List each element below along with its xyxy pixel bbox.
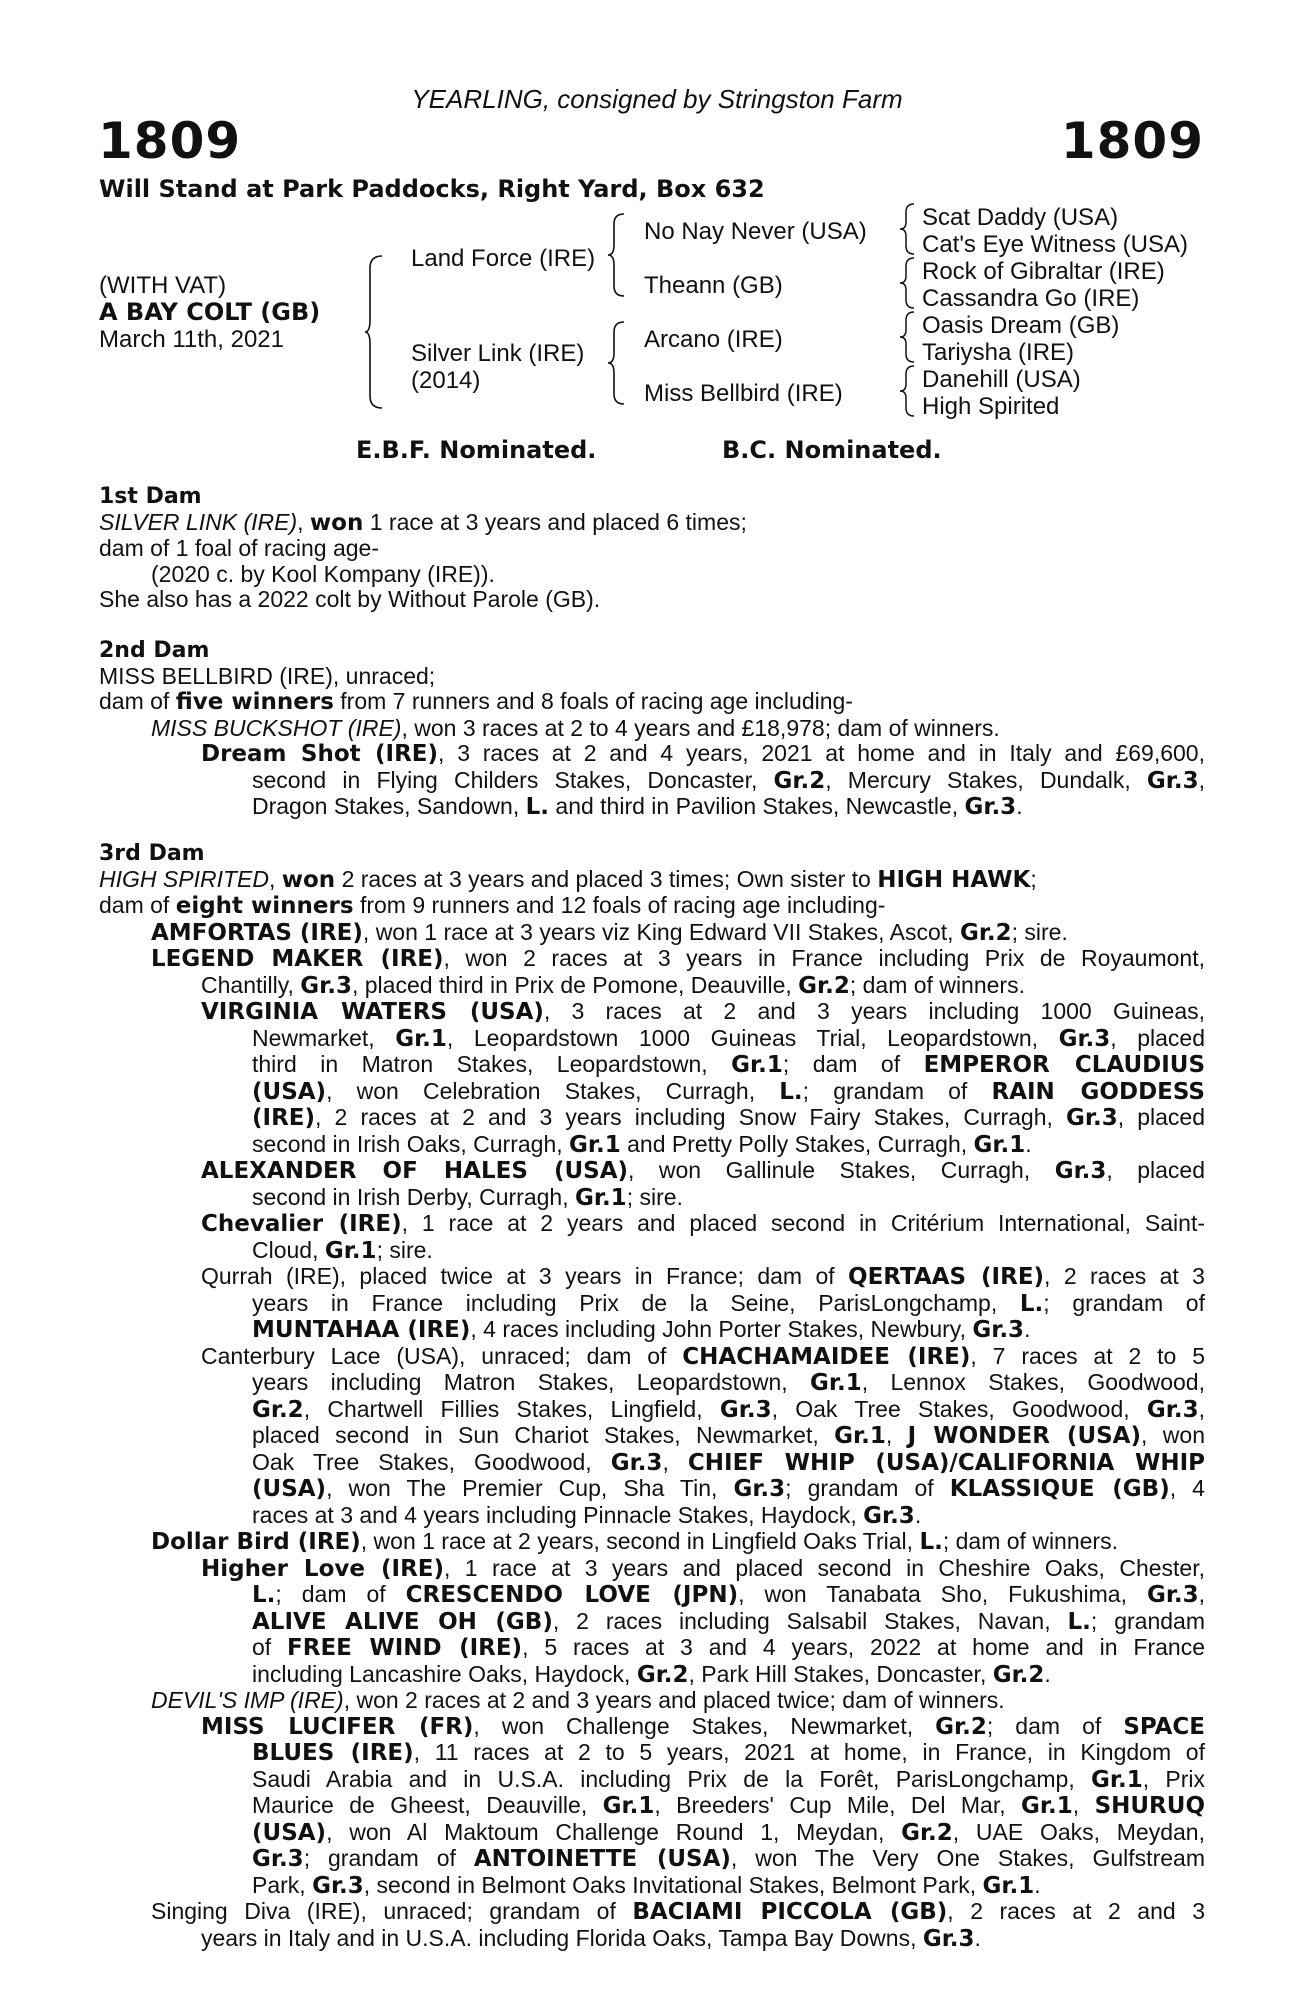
- text-line: second in Irish Derby, Curragh, Gr.1; sire.: [252, 1183, 683, 1211]
- bold-text: Dream Shot (IRE): [201, 741, 439, 767]
- bold-text: Gr.3: [1066, 1105, 1118, 1131]
- pedigree-brace-g2: [898, 256, 918, 310]
- text-line: BLUES (IRE), 11 races at 2 to 5 years, 2021 at home, in France, in Kingdom of: [252, 1739, 1205, 1766]
- bold-text: LEGEND MAKER (IRE): [151, 946, 444, 972]
- bold-text: Gr.3: [312, 1872, 364, 1899]
- text-line: years including Matron Stakes, Leopardstown, Gr.1, Lennox Stakes, Goodwood,: [252, 1369, 1205, 1396]
- bold-text: MISS LUCIFER (FR): [201, 1713, 474, 1740]
- text-line: second in Flying Childers Stakes, Doncaster, Gr.2, Mercury Stakes, Dundalk, Gr.3,: [252, 766, 1205, 794]
- text-line: MISS BELLBIRD (IRE), unraced;: [99, 662, 436, 689]
- bold-text: L.: [525, 794, 550, 820]
- text-line: Chantilly, Gr.3, placed third in Prix de Pomone, Deauville, Gr.2; dam of winners.: [201, 971, 1025, 999]
- bc-nomination: B.C. Nominated.: [722, 436, 942, 464]
- bold-text: Gr.1: [1091, 1766, 1143, 1793]
- text-line: Oak Tree Stakes, Goodwood, Gr.3, CHIEF WHIP (USA)/CALIFORNIA WHIP: [252, 1448, 1206, 1476]
- consignor-line: YEARLING, consigned by Stringston Farm: [411, 84, 903, 114]
- bold-text: ANTOINETTE (USA): [473, 1846, 731, 1872]
- text-line: MISS LUCIFER (FR), won Challenge Stakes, Newmarket, Gr.2; dam of SPACE: [201, 1712, 1206, 1740]
- bold-text: Gr.1: [834, 1423, 886, 1449]
- second-dam-text: [99, 664, 1205, 821]
- bold-text: Gr.2: [992, 1661, 1045, 1688]
- second-dam-section: [99, 638, 1205, 821]
- text-line: (USA), won Celebration Stakes, Curragh, L.; grandam of RAIN GODDESS: [252, 1077, 1205, 1105]
- bold-text: RAIN GODDESS: [991, 1078, 1205, 1105]
- text-line: third in Matron Stakes, Leopardstown, Gr.1; dam of EMPEROR CLAUDIUS: [252, 1051, 1206, 1078]
- bold-text: won: [309, 509, 364, 536]
- bold-text: CHIEF WHIP (USA)/CALIFORNIA WHIP: [687, 1449, 1206, 1476]
- pedigree-brace-g4: [898, 364, 918, 418]
- text-line: Newmarket, Gr.1, Leopardstown 1000 Guineas Trial, Leopardstown, Gr.3, placed: [252, 1024, 1205, 1052]
- text-line: AMFORTAS (IRE), won 1 race at 3 years viz King Edward VII Stakes, Ascot, Gr.2; sire.: [151, 918, 1068, 946]
- text-line: including Lancashire Oaks, Haydock, Gr.2, Park Hill Stakes, Doncaster, Gr.2.: [252, 1660, 1051, 1688]
- bold-text: Gr.2: [636, 1661, 689, 1688]
- bold-text: Gr.3: [972, 1317, 1025, 1343]
- lot-number-right: 1809: [1060, 112, 1204, 170]
- bold-text: (IRE): [252, 1105, 316, 1131]
- text-line: dam of five winners from 7 runners and 8 foals of racing age including-: [99, 688, 853, 715]
- text-line: Saudi Arabia and in U.S.A. including Prix de la Forêt, ParisLongchamp, Gr.1, Prix: [252, 1765, 1206, 1793]
- sire-sire: No Nay Never (USA): [644, 218, 867, 245]
- italic-text: MISS BUCKSHOT (IRE): [151, 714, 402, 741]
- ggp-6: Tariysha (IRE): [922, 339, 1075, 366]
- bold-text: Gr.3: [1054, 1158, 1107, 1184]
- text-line: Qurrah (IRE), placed twice at 3 years in France; dam of QERTAAS (IRE), 2 races at 3: [201, 1263, 1205, 1290]
- text-line: ALEXANDER OF HALES (USA), won Gallinule Stakes, Curragh, Gr.3, placed: [201, 1157, 1206, 1184]
- text-line: SILVER LINK (IRE), won 1 race at 3 years and placed 6 times;: [99, 508, 747, 536]
- bold-text: Gr.2: [935, 1713, 987, 1740]
- bold-text: Gr.1: [973, 1131, 1026, 1158]
- ggp-7: Danehill (USA): [922, 366, 1081, 393]
- bold-text: Gr.2: [773, 767, 826, 794]
- first-dam-section: [99, 484, 1205, 613]
- bold-text: CRESCENDO LOVE (JPN): [405, 1582, 739, 1608]
- bold-text: ALIVE ALIVE OH (GB): [252, 1608, 553, 1635]
- bold-text: SPACE: [1123, 1713, 1206, 1740]
- bold-text: Gr.3: [300, 972, 352, 999]
- dam: Silver Link (IRE): [411, 340, 585, 367]
- ggp-2: Cat's Eye Witness (USA): [922, 231, 1188, 258]
- italic-text: DEVIL'S IMP (IRE): [151, 1687, 344, 1713]
- ggp-1: Scat Daddy (USA): [922, 204, 1119, 231]
- third-dam-heading: 3rd Dam: [99, 841, 205, 866]
- text-line: ALIVE ALIVE OH (GB), 2 races including Salsabil Stakes, Navan, L.; grandam: [252, 1607, 1205, 1635]
- bold-text: AMFORTAS (IRE): [151, 919, 363, 946]
- first-dam-text: [99, 510, 1205, 613]
- bold-text: Gr.3: [1146, 767, 1199, 794]
- italic-text: HIGH SPIRITED: [99, 865, 269, 892]
- bold-text: (USA): [252, 1819, 327, 1846]
- bold-text: Gr.1: [324, 1237, 377, 1264]
- first-dam-heading: 1st Dam: [99, 484, 202, 509]
- ggp-3: Rock of Gibraltar (IRE): [922, 258, 1165, 285]
- bold-text: ALEXANDER OF HALES (USA): [201, 1158, 629, 1184]
- ebf-nomination: E.B.F. Nominated.: [356, 436, 597, 464]
- bold-text: Gr.2: [901, 1819, 953, 1846]
- bold-text: Gr.3: [719, 1396, 772, 1423]
- bold-text: Chevalier (IRE): [201, 1211, 402, 1237]
- third-dam-section: [99, 841, 1205, 1952]
- bold-text: L.: [1067, 1608, 1091, 1635]
- text-line: Higher Love (IRE), 1 race at 3 years and placed second in Cheshire Oaks, Chester,: [201, 1554, 1205, 1582]
- bold-text: Gr.1: [982, 1872, 1035, 1899]
- bold-text: Gr.3: [1146, 1396, 1199, 1423]
- pedigree-brace-g3: [898, 310, 918, 364]
- bold-text: Gr.3: [252, 1846, 304, 1872]
- sire: Land Force (IRE): [411, 245, 596, 272]
- text-line: Singing Diva (IRE), unraced; grandam of BACIAMI PICCOLA (GB), 2 races at 2 and 3: [151, 1898, 1205, 1925]
- text-line: MUNTAHAA (IRE), 4 races including John Porter Stakes, Newbury, Gr.3.: [252, 1316, 1031, 1343]
- text-line: HIGH SPIRITED, won 2 races at 3 years and placed 3 times; Own sister to HIGH HAWK;: [99, 865, 1037, 893]
- text-line: Maurice de Gheest, Deauville, Gr.1, Breeders' Cup Mile, Del Mar, Gr.1, SHURUQ: [252, 1792, 1205, 1819]
- text-line: years in Italy and in U.S.A. including Florida Oaks, Tampa Bay Downs, Gr.3.: [201, 1924, 981, 1952]
- bold-text: L.: [252, 1582, 276, 1608]
- bold-text: J WONDER (USA): [907, 1423, 1141, 1449]
- text-line: DEVIL'S IMP (IRE), won 2 races at 2 and 3 years and placed twice; dam of winners.: [151, 1687, 1005, 1713]
- text-line: (USA), won The Premier Cup, Sha Tin, Gr.3; grandam of KLASSIQUE (GB), 4: [252, 1475, 1205, 1502]
- text-line: Gr.2, Chartwell Fillies Stakes, Lingfield, Gr.3, Oak Tree Stakes, Goodwood, Gr.3,: [252, 1395, 1205, 1423]
- bold-text: L.: [1019, 1290, 1044, 1317]
- lot-name: A BAY COLT (GB): [99, 298, 321, 326]
- bold-text: QERTAAS (IRE): [848, 1264, 1045, 1290]
- bold-text: BLUES (IRE): [252, 1740, 414, 1766]
- bold-text: (USA): [252, 1476, 327, 1502]
- bold-text: SHURUQ: [1094, 1793, 1205, 1819]
- ggp-8: High Spirited: [922, 393, 1060, 420]
- bold-text: Gr.3: [733, 1476, 786, 1502]
- third-dam-text: [99, 867, 1205, 1953]
- text-line: Cloud, Gr.1; sire.: [252, 1236, 433, 1264]
- sire-dam: Theann (GB): [644, 272, 783, 299]
- text-line: LEGEND MAKER (IRE), won 2 races at 3 years in France including Prix de Royaumont,: [151, 945, 1205, 972]
- bold-text: (USA): [252, 1078, 327, 1105]
- bold-text: VIRGINIA WATERS (USA): [201, 999, 544, 1025]
- text-line: placed second in Sun Chariot Stakes, Newmarket, Gr.1, J WONDER (USA), won: [252, 1422, 1205, 1449]
- pedigree-brace-dam: [606, 320, 628, 406]
- bold-text: CHACHAMAIDEE (IRE): [682, 1343, 971, 1370]
- dam-dam: Miss Bellbird (IRE): [644, 380, 843, 407]
- text-line: of FREE WIND (IRE), 5 races at 3 and 4 years, 2022 at home and in France: [252, 1634, 1205, 1661]
- bold-text: Gr.1: [569, 1131, 621, 1158]
- bold-text: Gr.1: [395, 1025, 447, 1052]
- lot-number-left: 1809: [98, 112, 242, 170]
- dam-year: (2014): [411, 367, 481, 394]
- text-line: dam of eight winners from 9 runners and 12 foals of racing age including-: [99, 892, 886, 919]
- text-line: MISS BUCKSHOT (IRE), won 3 races at 2 to 4 years and £18,978; dam of winners.: [151, 714, 1000, 741]
- bold-text: five winners: [175, 689, 334, 715]
- bold-text: Higher Love (IRE): [201, 1555, 445, 1582]
- pedigree-brace-sire: [606, 212, 628, 298]
- bold-text: eight winners: [175, 893, 354, 919]
- bold-text: Gr.3: [1146, 1582, 1199, 1608]
- dam-sire: Arcano (IRE): [644, 326, 783, 353]
- bold-text: Gr.1: [575, 1184, 627, 1211]
- pedigree-brace-main: [364, 254, 386, 410]
- bold-text: MUNTAHAA (IRE): [252, 1317, 471, 1343]
- bold-text: Gr.1: [810, 1370, 862, 1396]
- bold-text: Dollar Bird (IRE): [151, 1529, 361, 1555]
- bold-text: FREE WIND (IRE): [287, 1635, 523, 1661]
- ggp-5: Oasis Dream (GB): [922, 312, 1120, 339]
- bold-text: HIGH HAWK: [877, 866, 1031, 893]
- text-line: VIRGINIA WATERS (USA), 3 races at 2 and 3 years including 1000 Guineas,: [201, 998, 1206, 1025]
- bold-text: BACIAMI PICCOLA (GB): [632, 1899, 948, 1925]
- text-line: (IRE), 2 races at 2 and 3 years including Snow Fairy Stakes, Curragh, Gr.3, placed: [252, 1104, 1205, 1131]
- text-line: Chevalier (IRE), 1 race at 2 years and placed second in Critérium International, Saint-: [201, 1210, 1205, 1237]
- text-line: dam of 1 foal of racing age-: [99, 535, 379, 561]
- bold-text: won: [281, 866, 336, 893]
- stable-location: Will Stand at Park Paddocks, Right Yard, Box 632: [99, 175, 765, 203]
- text-line: (USA), won Al Maktoum Challenge Round 1, Meydan, Gr.2, UAE Oaks, Meydan,: [252, 1818, 1205, 1846]
- bold-text: Gr.2: [959, 919, 1012, 946]
- bold-text: EMPEROR CLAUDIUS: [923, 1052, 1206, 1078]
- bold-text: KLASSIQUE (GB): [949, 1476, 1170, 1502]
- bold-text: Gr.3: [922, 1925, 975, 1952]
- text-line: Dream Shot (IRE), 3 races at 2 and 4 years, 2021 at home and in Italy and £69,600,: [201, 740, 1205, 767]
- bold-text: Gr.1: [602, 1793, 655, 1819]
- bold-text: Gr.3: [964, 794, 1017, 820]
- text-line: She also has a 2022 colt by Without Parole (GB).: [99, 586, 601, 612]
- ggp-4: Cassandra Go (IRE): [922, 285, 1140, 312]
- text-line: years in France including Prix de la Seine, ParisLongchamp, L.; grandam of: [252, 1289, 1205, 1317]
- bold-text: L.: [779, 1078, 803, 1105]
- text-line: Dragon Stakes, Sandown, L. and third in Pavilion Stakes, Newcastle, Gr.3.: [252, 793, 1023, 820]
- text-line: Canterbury Lace (USA), unraced; dam of CHACHAMAIDEE (IRE), 7 races at 2 to 5: [201, 1342, 1205, 1370]
- bold-text: Gr.1: [1021, 1793, 1073, 1819]
- text-line: second in Irish Oaks, Curragh, Gr.1 and Pretty Polly Stakes, Curragh, Gr.1.: [252, 1130, 1032, 1158]
- vat-note: (WITH VAT): [99, 272, 227, 299]
- bold-text: Gr.1: [731, 1052, 783, 1078]
- pedigree-brace-g1: [898, 202, 918, 256]
- bold-text: Gr.2: [798, 972, 850, 999]
- bold-text: Gr.3: [1058, 1025, 1111, 1052]
- bold-text: Gr.3: [610, 1449, 663, 1476]
- text-line: races at 3 and 4 years including Pinnacle Stakes, Haydock, Gr.3.: [252, 1501, 922, 1529]
- bold-text: Gr.2: [252, 1396, 304, 1423]
- text-line: Dollar Bird (IRE), won 1 race at 2 years, second in Lingfield Oaks Trial, L.; dam of winners.: [151, 1528, 1118, 1555]
- italic-text: SILVER LINK (IRE): [99, 508, 298, 535]
- bold-text: Gr.3: [863, 1502, 915, 1529]
- foaling-date: March 11th, 2021: [99, 326, 285, 353]
- text-line: L.; dam of CRESCENDO LOVE (JPN), won Tanabata Sho, Fukushima, Gr.3,: [252, 1581, 1206, 1608]
- text-line: Gr.3; grandam of ANTOINETTE (USA), won The Very One Stakes, Gulfstream: [252, 1845, 1205, 1872]
- text-line: Park, Gr.3, second in Belmont Oaks Invitational Stakes, Belmont Park, Gr.1.: [252, 1871, 1041, 1899]
- text-line: (2020 c. by Kool Kompany (IRE)).: [151, 560, 495, 587]
- bold-text: L.: [919, 1529, 943, 1555]
- second-dam-heading: 2nd Dam: [99, 638, 210, 663]
